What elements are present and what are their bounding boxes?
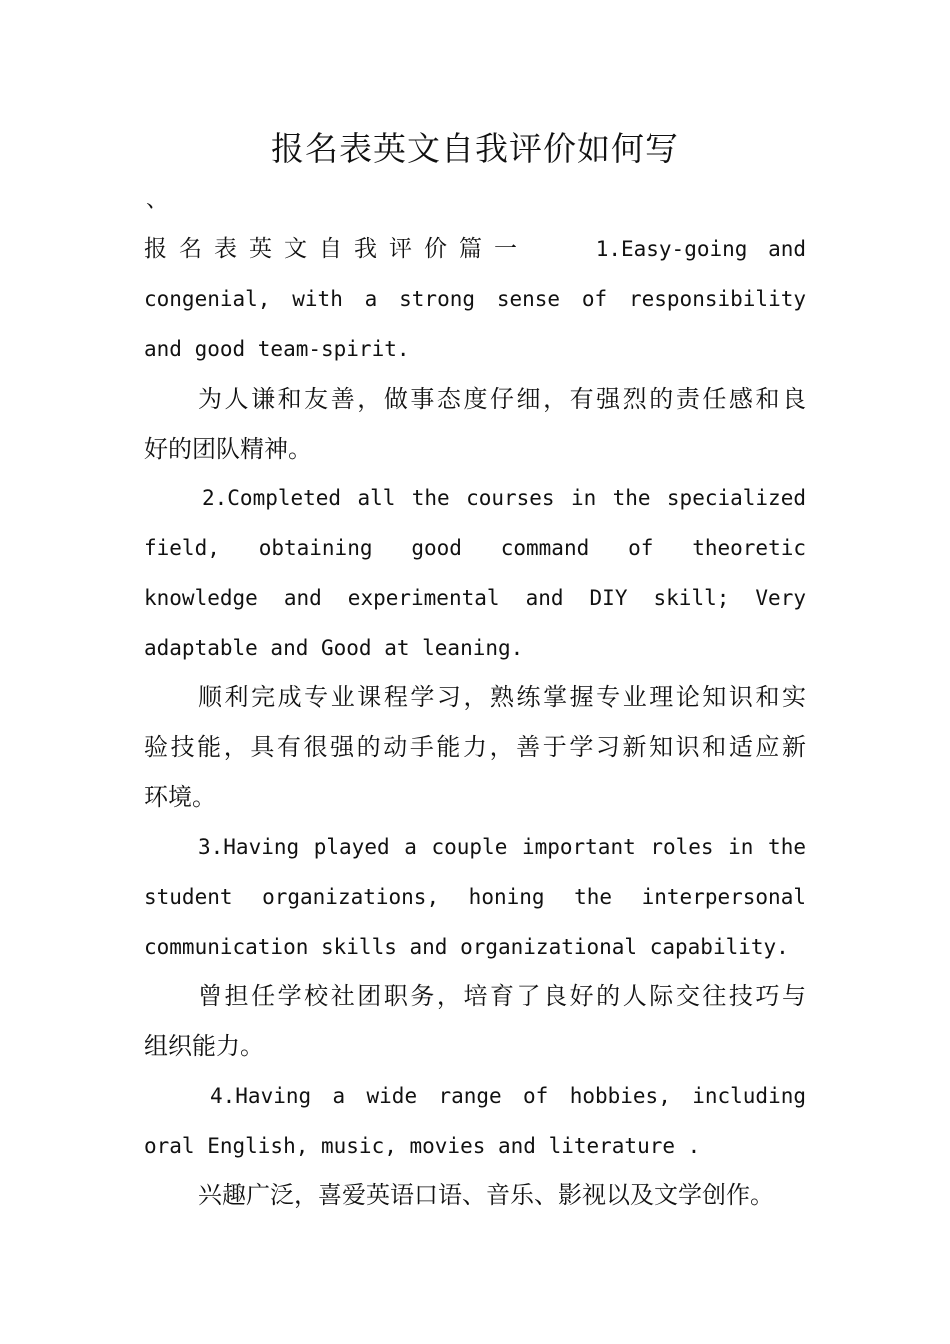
document-title: 报名表英文自我评价如何写 (271, 129, 679, 168)
item-2-zh-line-3: 环境。 (144, 783, 216, 811)
item-1-en-line-3: and good team-spirit. (144, 337, 410, 361)
list-mark: 、 (146, 188, 169, 213)
item-2-zh-line-1: 顺利完成专业课程学习，熟练掌握专业理论知识和实 (198, 683, 806, 711)
item-3-en-line-3: communication skills and organizational capability. (144, 935, 789, 959)
item-3-en-line-2: student organizations, honing the interpersonal (144, 885, 806, 909)
item-2-en-line-1: 2.Completed all the courses in the specialized (202, 486, 806, 510)
item-4-en-line-1: 4.Having a wide range of hobbies, including (210, 1084, 806, 1108)
item-3-zh-line-1: 曾担任学校社团职务，培育了良好的人际交往技巧与 (198, 982, 806, 1010)
item-2-en-line-3: knowledge and experimental and DIY skill; Very (144, 586, 806, 610)
item-4-zh-line-1: 兴趣广泛，喜爱英语口语、音乐、影视以及文学创作。 (198, 1181, 774, 1209)
item-2-zh-line-2: 验技能，具有很强的动手能力，善于学习新知识和适应新 (144, 733, 806, 761)
item-3-zh-line-2: 组织能力。 (144, 1032, 264, 1060)
item-2-en-line-4: adaptable and Good at leaning. (144, 636, 524, 660)
item-1-en-line-2: congenial, with a strong sense of responsibility (144, 287, 806, 311)
heading-row (144, 224, 806, 274)
item-4-en-line-2: oral English, music, movies and literature . (144, 1134, 701, 1158)
item-1-zh-line-1: 为人谦和友善，做事态度仔细，有强烈的责任感和良 (198, 385, 806, 413)
item-3-en-line-1: 3.Having played a couple important roles in the (198, 835, 806, 859)
item-1-zh-line-2: 好的团队精神。 (144, 435, 312, 463)
section-heading: 报名表英文自我评价篇一 (144, 236, 529, 262)
item-2-en-line-2: field, obtaining good command of theoretic (144, 536, 806, 560)
item-1-en-line-1: 1.Easy-going and (595, 237, 806, 261)
